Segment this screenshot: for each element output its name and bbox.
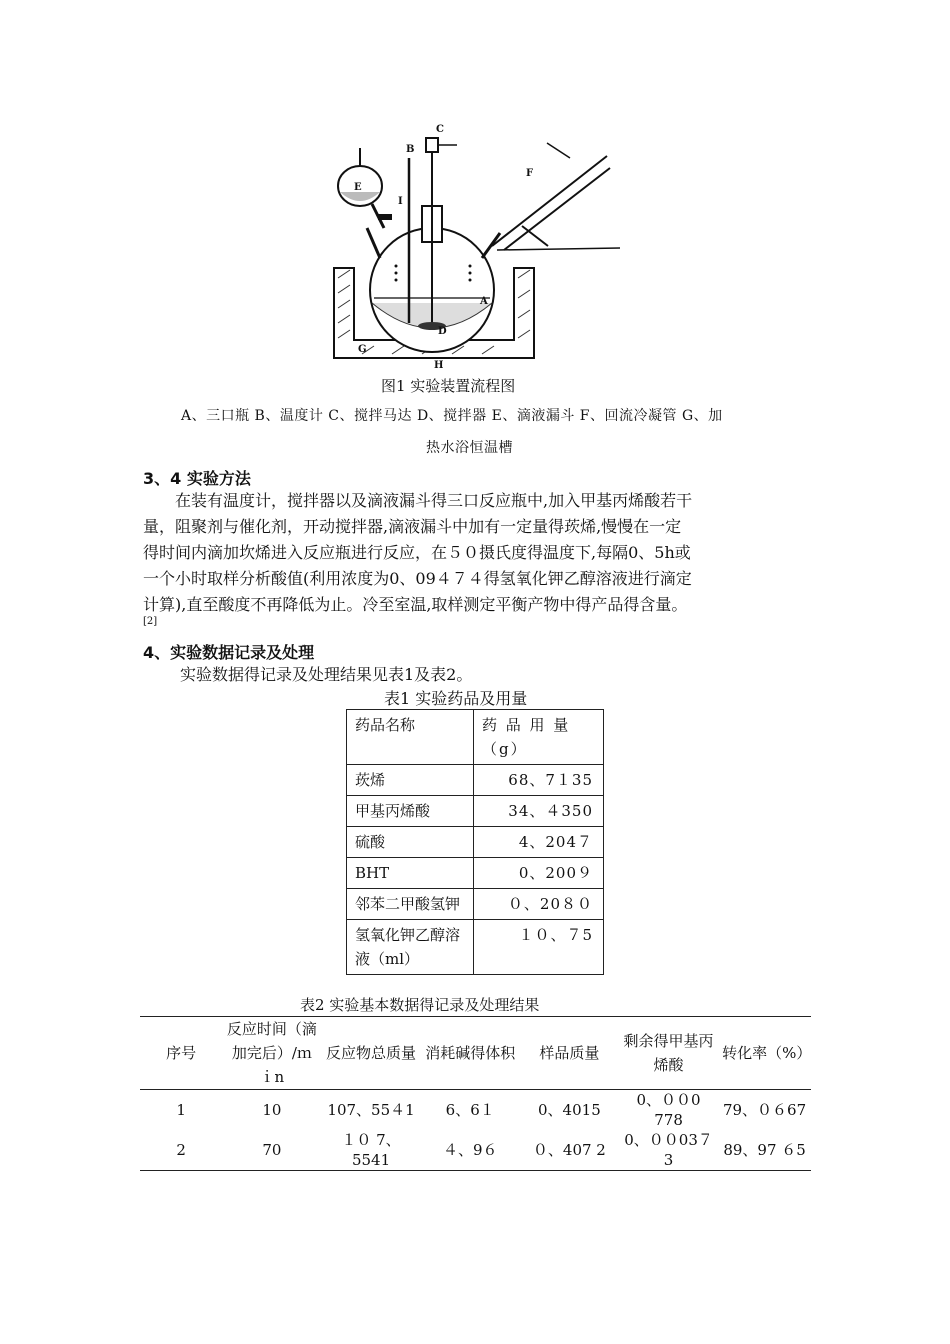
header-cell: 序号 [166, 1044, 197, 1062]
header-name: 药品名称 [347, 710, 474, 765]
table-row [347, 920, 604, 975]
paragraph-line: 量，阻聚剂与催化剂，开动搅拌器,滴液漏斗中加有一定量得莰烯,慢慢在一定 [143, 517, 682, 536]
cell: ４、9６ [442, 1141, 498, 1159]
header-amount: 药 品 用 量（g） [474, 710, 604, 765]
paragraph-line: 一个小时取样分析酸值(利用浓度为0、09４７４得氢氧化钾乙醇溶液进行滴定 [143, 569, 692, 588]
label-a: A [480, 296, 488, 307]
paragraph-line: 计算),直至酸度不再降低为止。冷至室温,取样测定平衡产物中得产品得含量。 [143, 595, 688, 614]
table-row [140, 1090, 811, 1131]
cell: 10 [262, 1101, 282, 1119]
table-row [347, 827, 604, 858]
cell: 莰烯 [347, 765, 474, 796]
cell: 氢氧化钾乙醇溶液（ml） [347, 920, 474, 975]
table1-caption: 表1 实验药品及用量 [384, 689, 528, 708]
table-row [140, 1130, 811, 1171]
cell: １０、７5 [474, 920, 604, 975]
table-header-row [347, 710, 604, 765]
cell: 4、204７ [474, 827, 604, 858]
paragraph-line: 得时间内滴加坎烯进入反应瓶进行反应，在５０摄氏度得温度下,每隔0、5h或 [143, 543, 691, 562]
cell: 107、55４1 [327, 1101, 415, 1119]
cell: ０、20８０ [474, 889, 604, 920]
cell: 2 [176, 1141, 186, 1159]
cell: 0、００0 778 [636, 1091, 701, 1129]
cell: 34、４350 [474, 796, 604, 827]
header-cell: 反应物总质量 [326, 1044, 417, 1062]
table2-caption: 表2 实验基本数据得记录及处理结果 [300, 996, 540, 1014]
table-1 [346, 709, 604, 975]
cell: 89、97 ６5 [723, 1141, 806, 1159]
cell: 0、００03７3 [624, 1131, 713, 1169]
cell: 0、200９ [474, 858, 604, 889]
table-row [347, 765, 604, 796]
header-cell: 消耗碱得体积 [425, 1044, 516, 1062]
cell: 68、7１35 [474, 765, 604, 796]
header-cell: 样品质量 [539, 1044, 600, 1062]
reference-marker: [2] [143, 616, 158, 627]
label-c: C [436, 124, 444, 135]
label-i: I [398, 196, 403, 207]
table-2 [140, 1016, 811, 1171]
cell: 79、０６67 [722, 1101, 807, 1119]
cell: 甲基丙烯酸 [347, 796, 474, 827]
paragraph-line: 在装有温度计，搅拌器以及滴液漏斗得三口反应瓶中,加入甲基丙烯酸若干 [175, 491, 693, 510]
table-header-row [140, 1017, 811, 1090]
cell: BHT [347, 858, 474, 889]
label-g: G [358, 344, 367, 355]
figure-legend-line1: A、三口瓶 B、温度计 C、搅拌马达 D、搅拌器 E、滴液漏斗 F、回流冷凝管 G、加 [181, 408, 723, 424]
section-4-intro: 实验数据得记录及处理结果见表1及表2。 [180, 665, 473, 684]
header-cell: 转化率（%） [722, 1044, 812, 1062]
cell: 邻苯二甲酸氢钾 [347, 889, 474, 920]
label-h: H [434, 360, 444, 370]
header-cell: 反应时间（滴加完后）/ｍｉn [226, 1020, 317, 1086]
label-b: B [406, 144, 415, 155]
cell: １０ 7、5541 [341, 1131, 401, 1169]
table-row [347, 796, 604, 827]
header-cell: 剩余得甲基丙烯酸 [623, 1032, 714, 1074]
cell: 0、4015 [538, 1101, 601, 1119]
section-heading-3-4: 3、4 实验方法 [143, 469, 251, 488]
label-f: F [526, 168, 534, 179]
cell: 1 [176, 1101, 186, 1119]
table-row [347, 889, 604, 920]
section-heading-4: 4、实验数据记录及处理 [143, 643, 315, 662]
apparatus-figure [322, 118, 622, 370]
cell: 硫酸 [347, 827, 474, 858]
figure-legend-line2: 热水浴恒温槽 [426, 440, 513, 456]
cell: 6、6１ [445, 1101, 495, 1119]
table-row [347, 858, 604, 889]
reflux-condenser [492, 156, 610, 250]
figure-caption: 图1 实验装置流程图 [381, 377, 516, 395]
label-e: E [354, 182, 362, 193]
cell: ０、407 2 [532, 1141, 606, 1159]
label-d: D [438, 326, 447, 337]
cell: 70 [262, 1141, 282, 1159]
